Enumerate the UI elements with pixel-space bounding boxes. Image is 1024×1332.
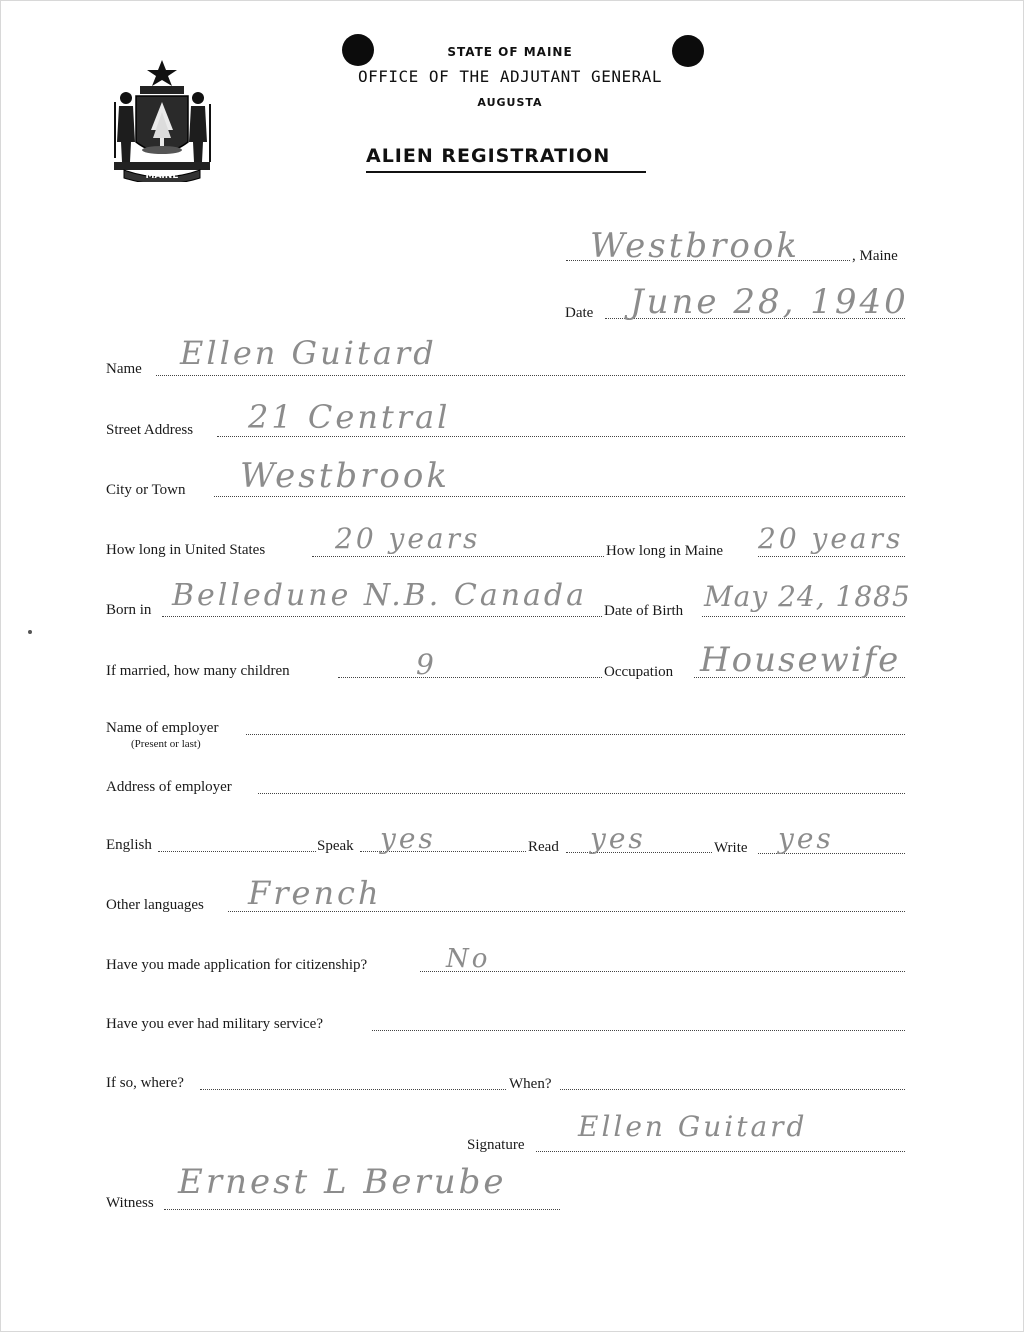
name-value: Ellen Guitard [180, 334, 437, 372]
state-heading: STATE OF MAINE [447, 45, 573, 59]
children-label: If married, how many children [106, 663, 290, 679]
city-label: City or Town [106, 482, 186, 498]
name-label: Name [106, 361, 142, 377]
occupation-label: Occupation [604, 664, 674, 680]
birthplace-value: Belledune N.B. Canada [172, 578, 588, 613]
date-label: Date [565, 305, 594, 321]
street-label: Street Address [106, 422, 194, 438]
military-line [372, 1030, 905, 1031]
employer-sublabel: (Present or last) [131, 738, 201, 750]
city-line [214, 496, 905, 497]
employer-line [246, 734, 905, 735]
us-duration-line [312, 556, 604, 557]
employer-address-label: Address of employer [106, 779, 232, 795]
employer-address-line [258, 793, 905, 794]
speak-value: yes [380, 822, 436, 855]
where-label: If so, where? [106, 1075, 184, 1091]
city-value: Westbrook [240, 456, 450, 496]
signature-label: Signature [467, 1137, 525, 1153]
signature-value: Ellen Guitard [578, 1110, 808, 1143]
employer-label: Name of employer [106, 720, 219, 736]
street-value: 21 Central [248, 398, 451, 436]
when-line [560, 1089, 905, 1090]
name-line [156, 375, 905, 376]
read-value: yes [590, 822, 646, 855]
citizenship-label: Have you made application for citizenship? [106, 957, 368, 973]
birthplace-label: Born in [106, 602, 152, 618]
date-value: June 28, 1940 [630, 282, 909, 322]
where-line [200, 1089, 506, 1090]
city-heading: AUGUSTA [477, 96, 543, 109]
read-label: Read [528, 839, 559, 855]
speak-label: Speak [317, 838, 354, 854]
witness-label: Witness [106, 1195, 154, 1211]
when-label: When? [509, 1076, 552, 1092]
children-value: 9 [416, 648, 437, 681]
place-suffix: , Maine [852, 248, 898, 264]
maine-duration-label: How long in Maine [606, 543, 724, 559]
street-line [217, 436, 905, 437]
maine-duration-line [758, 556, 905, 557]
seal-text: MAINE [145, 171, 179, 181]
occupation-value: Housewife [700, 640, 901, 680]
dob-value: May 24, 1885 [704, 580, 911, 613]
signature-line [536, 1151, 905, 1152]
citizenship-line [420, 971, 905, 972]
birthplace-line [162, 616, 602, 617]
languages-label: Other languages [106, 897, 204, 913]
english-label: English [106, 837, 152, 853]
us-duration-value: 20 years [335, 522, 481, 555]
paper-speck [28, 630, 32, 634]
witness-line [164, 1209, 560, 1210]
place-value: Westbrook [590, 226, 800, 266]
dob-line [702, 616, 905, 617]
witness-value: Ernest L Berube [178, 1162, 507, 1202]
us-duration-label: How long in United States [106, 542, 266, 558]
military-label: Have you ever had military service? [106, 1016, 323, 1032]
write-label: Write [714, 840, 748, 856]
title-underline [366, 171, 646, 173]
languages-value: French [248, 874, 382, 912]
punch-hole-right [672, 35, 704, 67]
form-title: ALIEN REGISTRATION [366, 145, 611, 167]
citizenship-value: No [446, 944, 491, 974]
maine-state-seal [106, 58, 218, 182]
children-line [338, 677, 602, 678]
write-value: yes [778, 822, 834, 855]
english-line [158, 851, 316, 852]
office-heading: OFFICE OF THE ADJUTANT GENERAL [358, 67, 662, 86]
maine-duration-value: 20 years [758, 522, 904, 555]
dob-label: Date of Birth [604, 603, 684, 619]
